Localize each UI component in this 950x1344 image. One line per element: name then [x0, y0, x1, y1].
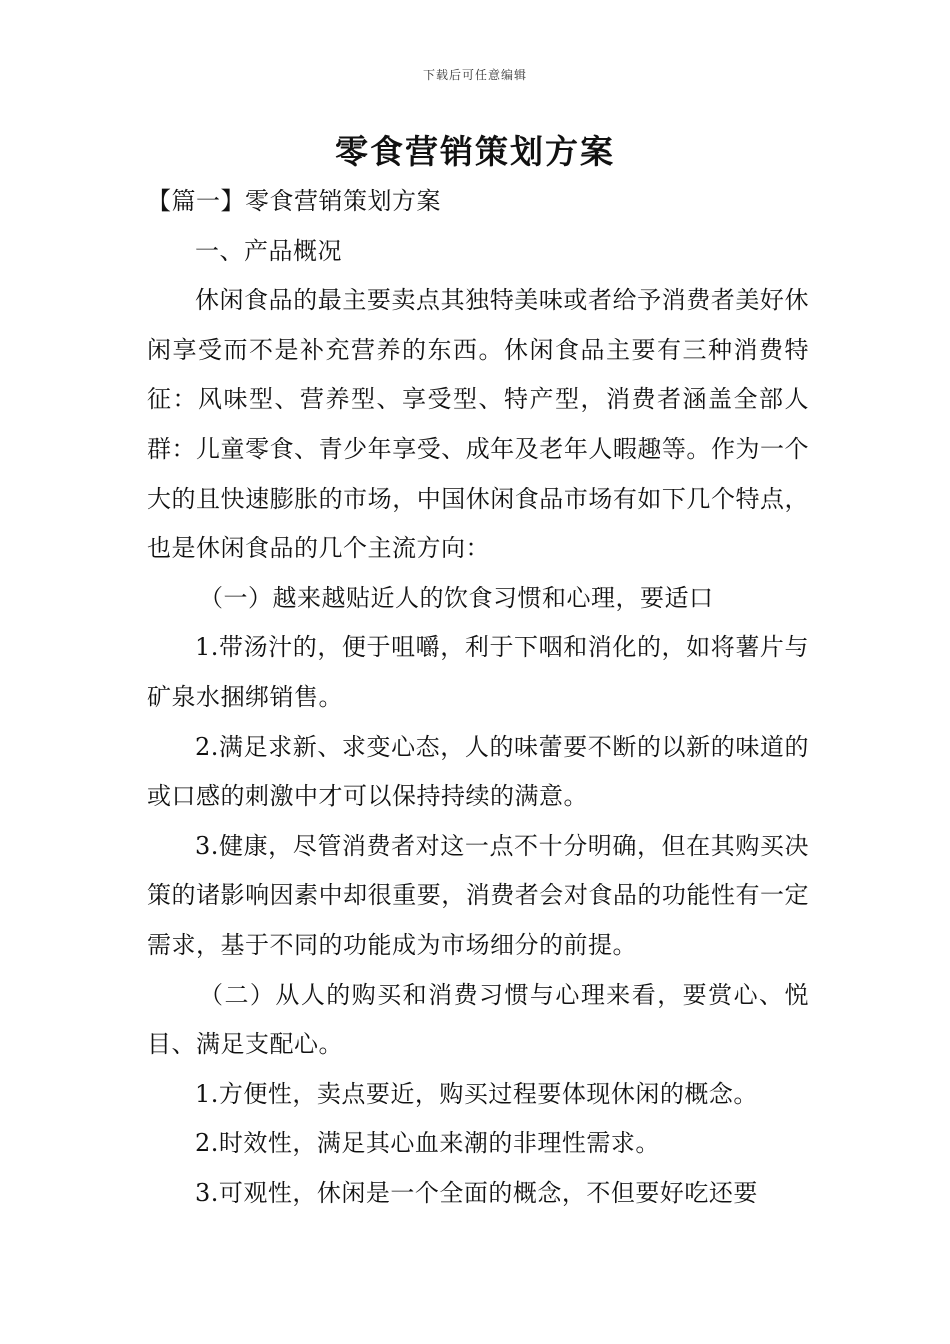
- list-item: 3.可观性，休闲是一个全面的概念，不但要好吃还要: [195, 1178, 758, 1207]
- list-item: 3.健康，尽管消费者对这一点不十分明确，但在其购买决策的诸影响因素中却很重要，消费者会对食品的功能性有一定需求，基于不同的功能成为市场细分的前提。: [147, 831, 809, 959]
- list-item: 2.满足求新、求变心态，人的味蕾要不断的以新的味道的或口感的刺激中才可以保持持续的满意。: [147, 732, 809, 811]
- subsection-heading: 一、产品概况: [195, 236, 342, 265]
- document-body: [147, 177, 809, 1218]
- subsection-heading: （一）越来越贴近人的饮食习惯和心理，要适口: [199, 583, 714, 612]
- list-item: 1.方便性，卖点要近，购买过程要体现休闲的概念。: [195, 1079, 758, 1108]
- header-note: 下载后可任意编辑: [422, 68, 527, 82]
- section-heading: 【篇一】零食营销策划方案: [147, 187, 441, 215]
- subsection-heading: （二）从人的购买和消费习惯与心理来看，要赏心、悦目、满足支配心。: [147, 980, 809, 1059]
- list-item: 2.时效性，满足其心血来潮的非理性需求。: [195, 1129, 660, 1158]
- document-title: 零食营销策划方案: [335, 132, 615, 171]
- body-paragraph: 休闲食品的最主要卖点其独特美味或者给予消费者美好休闲享受而不是补充营养的东西。休闲食品主要有三种消费特征：风味型、营养型、享受型、特产型，消费者涵盖全部人群：儿童零食、青少年享受、成年及老年人暇趣等。作为一个大的且快速膨胀的市场，中国休闲食品市场有如下几个特点，也是休闲食品的几个主流方向：: [147, 286, 809, 563]
- list-item: 1.带汤汁的，便于咀嚼，利于下咽和消化的，如将薯片与矿泉水捆绑销售。: [147, 633, 809, 711]
